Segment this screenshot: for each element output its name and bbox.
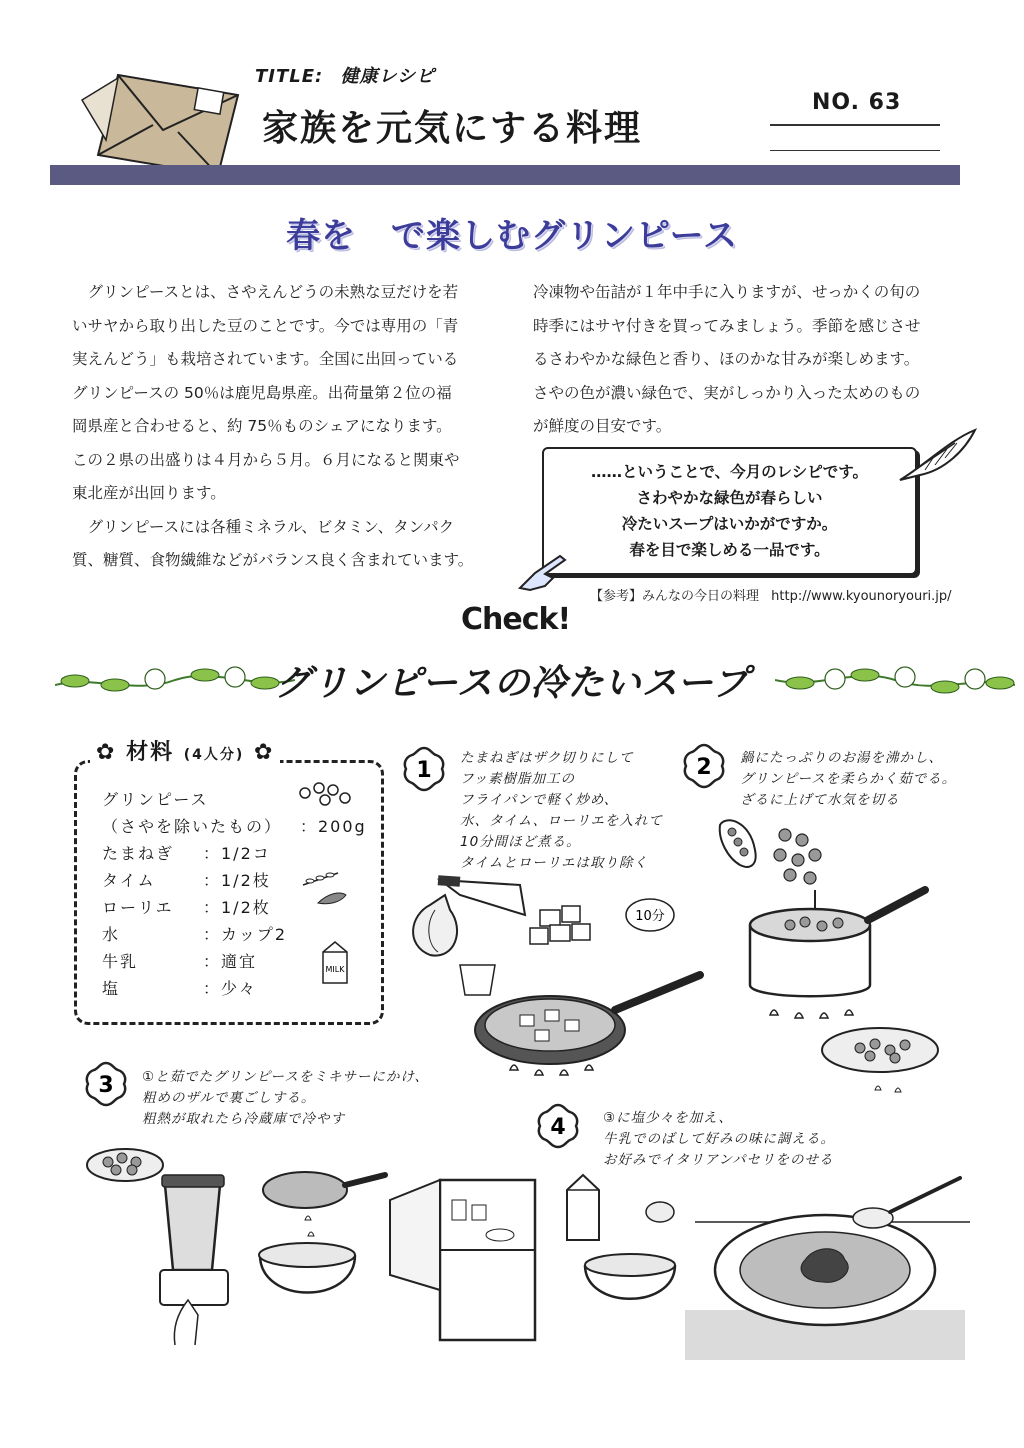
step-number-badge bbox=[534, 1102, 582, 1150]
article-line: グリンピースとは、さやえんどうの未熟な豆だけを若 bbox=[87, 283, 459, 301]
page-title: 家族を元気にする料理 bbox=[262, 108, 643, 149]
ingredient-name: 水 bbox=[102, 925, 121, 944]
article-line: るさわやかな緑色と香り、ほのかな甘みが楽しめます。 bbox=[533, 350, 920, 368]
section-title: 春を で楽しむグリンピース bbox=[286, 216, 738, 256]
step-1-text bbox=[460, 748, 663, 874]
article-line: 時季にはサヤ付きを買ってみましょう。季節を感じさせ bbox=[533, 316, 921, 335]
ingredient-name: 牛乳 bbox=[102, 952, 139, 971]
issue-number: NO. 63 bbox=[812, 90, 902, 115]
envelope-icon bbox=[78, 70, 248, 180]
step-line: ①と茹でたグリンピースをミキサーにかけ、 bbox=[142, 1069, 429, 1085]
callout-line: 春を目で楽しめる一品です。 bbox=[629, 541, 830, 559]
article-line: 東北産が出回ります。 bbox=[72, 484, 226, 502]
issue-underline bbox=[770, 124, 940, 126]
article-line: 冷凍物や缶詰が１年中手に入りますが、せっかくの旬の bbox=[533, 283, 921, 301]
pointing-hand-icon bbox=[515, 548, 570, 593]
ingredients-servings: (4人分) bbox=[183, 747, 245, 763]
callout-line: ……ということで、今月のレシピです。 bbox=[590, 463, 869, 481]
ingredient-name: グリンピース bbox=[102, 790, 209, 809]
step-line: ③に塩少々を加え、 bbox=[603, 1110, 733, 1126]
ingredient-name: たまねぎ bbox=[102, 844, 175, 863]
step-number: 2 bbox=[696, 755, 712, 780]
ingredients-title-text: 材料 bbox=[126, 740, 175, 765]
ingredient-amount: ：1/2コ bbox=[203, 844, 271, 863]
article-line: 岡県産と合わせると、約 75％ものシェアになります。 bbox=[72, 417, 452, 435]
article-line: いサヤから取り出した豆のことです。今では専用の「青 bbox=[72, 316, 459, 335]
step-line: フッ素樹脂加工の bbox=[460, 771, 576, 787]
issue-line bbox=[770, 150, 940, 151]
reference-note bbox=[590, 585, 952, 604]
step-line: ざるに上げて水気を切る bbox=[740, 792, 900, 808]
ingredient-amount: ：200g bbox=[300, 817, 367, 836]
step-1-illustration bbox=[400, 870, 720, 1085]
ingredient-name: ローリエ bbox=[102, 898, 174, 917]
step-2-illustration bbox=[710, 810, 960, 1100]
herb-leaf-icon bbox=[298, 865, 353, 910]
title-prefix: TITLE: bbox=[255, 66, 324, 87]
article-line: グリンピースの 50％は鹿児島県産。出荷量第２位の福 bbox=[72, 383, 452, 402]
milk-carton-icon bbox=[315, 940, 355, 985]
reference-label: 【参考】みんなの今日の料理 bbox=[590, 589, 760, 604]
check-heading: Check! bbox=[461, 602, 571, 637]
milk-label: MILK bbox=[325, 965, 345, 974]
step-2-text bbox=[740, 748, 956, 811]
step-number-badge bbox=[400, 745, 448, 793]
ingredient-amount: ：1/2枝 bbox=[203, 871, 271, 890]
flower-icon: ✿ bbox=[254, 740, 275, 765]
ingredients-title bbox=[90, 735, 280, 766]
article-left-column bbox=[72, 276, 502, 578]
step-line: たまねぎはザク切りにして bbox=[460, 750, 634, 766]
flower-icon: ✿ bbox=[96, 740, 127, 765]
ingredient-name: （さやを除いたもの） bbox=[102, 817, 283, 836]
article-line: 実えんどう」も栽培されています。全国に出回っている bbox=[72, 350, 459, 368]
step-number: 3 bbox=[98, 1073, 114, 1098]
step-line: 粗めのザルで裏ごしする。 bbox=[142, 1090, 316, 1106]
quill-pen-icon bbox=[895, 425, 980, 485]
ingredient-name: タイム bbox=[102, 871, 156, 890]
step-number-badge bbox=[680, 742, 728, 790]
article-right-column bbox=[533, 276, 963, 444]
step-number: 4 bbox=[550, 1115, 566, 1140]
step-3-illustration bbox=[80, 1140, 540, 1350]
vine-decoration-right bbox=[775, 655, 1015, 705]
article-line: が鮮度の目安です。 bbox=[533, 417, 672, 435]
step-line: グリンピースを柔らかく茹でる。 bbox=[740, 771, 957, 787]
title-label bbox=[255, 62, 435, 88]
peas-icon bbox=[295, 778, 355, 808]
article-line: さやの色が濃い緑色で、実がしっかり入った太めのもの bbox=[533, 383, 921, 402]
timer-label: 10分 bbox=[635, 909, 665, 924]
step-line: タイムとローリエは取り除く bbox=[460, 855, 648, 871]
step-4-text bbox=[603, 1108, 835, 1171]
step-3-text bbox=[142, 1067, 429, 1130]
header-band bbox=[50, 165, 960, 185]
callout-box bbox=[542, 447, 917, 575]
ingredient-amount: ：1/2枚 bbox=[203, 898, 271, 917]
article-line: この２県の出盛りは４月から５月。６月になると関東や bbox=[72, 450, 460, 469]
step-number: 1 bbox=[416, 758, 432, 783]
article-line: 質、糖質、食物繊維などがバランス良く含まれています。 bbox=[72, 551, 474, 569]
ingredient-name: 塩 bbox=[102, 979, 121, 998]
step-line: お好みでイタリアンパセリをのせる bbox=[603, 1152, 834, 1168]
step-4-illustration bbox=[555, 1170, 975, 1370]
reference-url[interactable]: http://www.kyounoryouri.jp/ bbox=[771, 589, 952, 604]
step-line: 粗熱が取れたら冷蔵庫で冷やす bbox=[142, 1111, 345, 1127]
ingredient-amount: ：適宜 bbox=[203, 952, 258, 971]
recipe-title: グリンピースの冷たいスープ bbox=[274, 663, 750, 704]
callout-line: 冷たいスープはいかがですか。 bbox=[621, 515, 838, 533]
step-line: 牛乳でのばして好みの味に調える。 bbox=[603, 1131, 835, 1147]
step-line: 水、タイム、ローリエを入れて bbox=[460, 813, 663, 829]
callout-line: さわやかな緑色が春らしい bbox=[636, 489, 823, 507]
ingredient-amount: ：少々 bbox=[203, 979, 258, 998]
step-line: 鍋にたっぷりのお湯を沸かし、 bbox=[740, 750, 943, 766]
series-name: 健康レシピ bbox=[340, 66, 436, 87]
step-number-badge bbox=[82, 1060, 130, 1108]
ingredient-amount: ：カップ2 bbox=[203, 925, 288, 944]
step-line: フライパンで軽く炒め、 bbox=[460, 792, 619, 808]
article-line: グリンピースには各種ミネラル、ビタミン、タンパク bbox=[87, 517, 455, 536]
step-line: 10分間ほど煮る。 bbox=[460, 834, 581, 850]
